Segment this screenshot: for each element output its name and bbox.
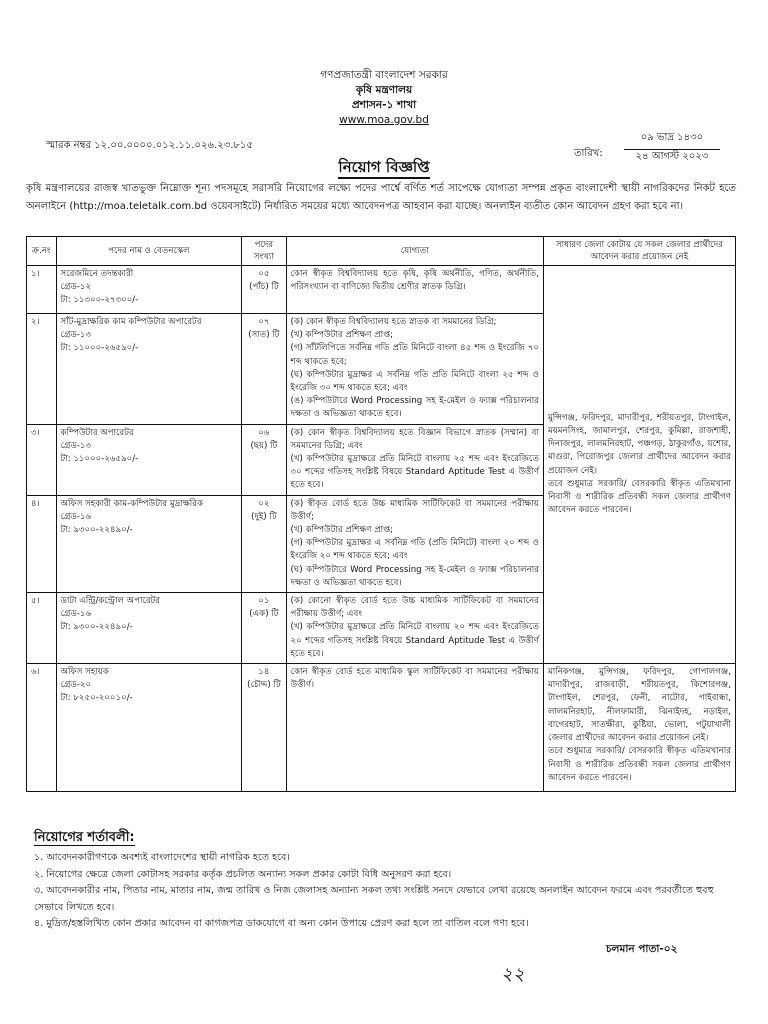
conditions-list [34,850,734,933]
website-link[interactable]: www.moa.gov.bd [339,114,429,126]
date-bangla: ০৯ ভাদ্র ১৪৩০ [624,130,720,150]
header-quota: সাধারণ জেলা কোটায় যে সকল জেলার প্রার্থীদের আবেদন করার প্রয়োজন নেই [543,237,735,266]
table-row [27,266,736,314]
row-count: ০১ (এক) টি [242,593,286,664]
quota-text-2: মানিকগঞ্জ, মুন্সিগঞ্জ, ফরিদপুর, গোপালগঞ্জ, মাদারীপুর, রাজবাড়ী, শরীয়তপুর, কিশোরগঞ্জ, টাংগাইল, শেরপুর, ফেনী, নাটোর, গাইবান্ধা, লালমনিরহাট, নীলফামারী, ঝিনাইদহ, নড়াইল, বাগেরহাট, সাতক্ষীরা, কুষ্টিয়া, ভোলা, পটুয়াখালী জেলার প্রার্থীদের আবেদন করার প্রয়োজন নেই। তবে শুধুমাত্র সরকারি/ বেসরকারি স্বীকৃত এতিমখানার নিবাসী ও শারীরিক প্রতিবন্ধী সকল জেলার প্রার্থীগণ আবেদন করতে পারবেন। [547,667,731,783]
conditions-title: নিয়োগের শর্তাবলী: [34,830,135,845]
row-qualification: (ক) কোন স্বীকৃত বিশ্ববিদ্যালয় হতে বিজ্ঞান বিভাগে স্নাতক (সম্মান) বা সমমানের ডিগ্রি; এবং (খ) কম্পিউটার মুদ্রাক্ষরে প্রতি মিনিটে বাংলায় ২৫ শব্দ এবং ইংরেজিতে ৩০ শব্দের গতিসহ সংশ্লিষ্ট বিষয়ে Standard Aptitude Test এ উত্তীর্ণ হতে হবে। [286,424,543,495]
condition-item: ৪. মুদ্রিত/হস্তলিখিত কোন প্রকার আবেদন বা কাগজপত্র ডাকযোগে বা অন্য কোন উপায়ে প্রেরণ করা হলে তা বাতিল বলে গণ্য হবে। [34,918,529,929]
section-name: প্রশাসন-১ শাখা [351,99,417,111]
vacancy-table [26,236,736,792]
row-qualification: (ক) স্বীকৃত বোর্ড হতে উচ্চ মাধ্যমিক সার্টিফিকেট বা সমমানের পরীক্ষায় উত্তীর্ণ; (খ) কম্পিউটার প্রশিক্ষণ প্রাপ্ত; (গ) কম্পিউটার মুদ্রাক্ষর এ সর্বনিম্ন গতি (প্রতি মিনিটে) বাংলা ২০ শব্দ ও ইংরেজি ২০ শব্দ থাকতে হবে; এবং (ঘ) কম্পিউটারে Word Processing সহ ই-মেইল ও ফ্যাক্স পরিচালনার দক্ষতা ও অভিজ্ঞতা থাকতে হবে। [286,495,543,592]
row-serial: ৬। [27,664,57,792]
memo-number: স্মারক নম্বর ১২.০০.০০০০.০১২.১১.০২৬.২৩.৮১৫ [46,140,253,151]
row-count: ০২ (দুই) টি [242,495,286,592]
row-qualification: কোন স্বীকৃত বোর্ড হতে মাধ্যমিক স্কুল সার্টিফিকেট বা সমমানের পরীক্ষায় উত্তীর্ণ। [286,664,543,792]
header-count: পদের সংখ্যা [242,237,286,266]
condition-item: ৩. আবেদনকারীর নাম, পিতার নাম, মাতার নাম, জন্ম তারিখ ও নিজ জেলাসহ অন্যান্য সকল তথ্য সংশ্লিষ্ট সনদে যেভাবে লেখা রয়েছে অনলাইন আবেদন ফরমে এবং পরবর্তীতে হুবহু সেভাবে লিখতে হবে। [34,885,714,913]
row-qualification: (ক) কোনো স্বীকৃত বোর্ড হতে উচ্চ মাধ্যমিক সার্টিফিকেট বা সমমানের পরীক্ষায় উত্তীর্ণ; এবং (খ) কম্পিউটার মুদ্রাক্ষরে প্রতি মিনিটে বাংলায় ২০ শব্দ এবং ইংরেজিতে ২০ শব্দের গতিসহ সংশ্লিষ্ট বিষয়ে Standard Aptitude Test এ উত্তীর্ণ হতে হবে। [286,593,543,664]
row-count: ০৭ (সাত) টি [242,314,286,425]
quota-districts-group-1 [543,266,735,664]
quota-districts-group-2 [543,664,735,792]
ministry-name: কৃষি মন্ত্রণালয় [355,84,413,96]
row-serial: ১। [27,266,57,314]
header-post: পদের নাম ও বেতনস্কেল [56,237,242,266]
intro-paragraph: কৃষি মন্ত্রণালয়ের রাজস্ব খাতভুক্ত নিম্নোক্ত শূন্য পদসমূহে সরাসরি নিয়োগের লক্ষ্যে পদের পার্শ্বে বর্ণিত শর্ত সাপেক্ষে যোগ্যতা সম্পন্ন প্রকৃত বাংলাদেশী স্থায়ী নাগরিকদের নিকট হতে অনলাইনে (http://moa.teletalk.com.bd ওয়েবসাইটে) নির্ধারিত সময়ের মধ্যে আবেদনপত্র আহবান করা যাচ্ছে। অনলাইন ব্যতীত কোন আবেদন গ্রহণ করা হবে না। [26,183,736,212]
row-serial: ৫। [27,593,57,664]
table-header-row [27,237,736,266]
row-post: সাঁট-মুদ্রাক্ষরিক কাম কম্পিউটার অপারেটর গ্রেড-১৩ টা: ১১০০০-২৬৫৯০/- [56,314,242,425]
row-count: ০৫ (পাঁচ) টি [242,266,286,314]
condition-item: ১. আবেদনকারীগণকে অবশ্যই বাংলাদেশের স্থায়ী নাগরিক হতে হবে। [34,852,290,863]
date-english: ২৪ আগস্ট ২০২৩ [635,151,709,162]
continued-page-label: চলমান পাতা-০২ [606,943,678,955]
row-qualification: (ক) কোন স্বীকৃত বিশ্ববিদ্যালয় হতে স্নাতক বা সমমানের ডিগ্রি; (খ) কম্পিউটার প্রশিক্ষণ প্রাপ্ত; (গ) সাঁটলিপিতে সর্বনিম্ন গতি প্রতি মিনিটে বাংলা ৪৫ শব্দ ও ইংরেজি ৭০ শব্দ থাকতে হবে; (ঘ) কম্পিউটার মুদ্রাক্ষর এ সর্বনিম্ন গতি প্রতি মিনিটে বাংলা ২৫ শব্দ ও ইংরেজি ৩০ শব্দ থাকতে হবে; এবং (ঙ) কম্পিউটারে Word Processing সহ ই-মেইল ও ফ্যাক্স পরিচালনার দক্ষতা ও অভিজ্ঞতা থাকতে হবে। [286,314,543,425]
row-count: ০৬ (ছয়) টি [242,424,286,495]
handwritten-page-mark: ২২ [501,964,525,985]
condition-item: ২. নিয়োগের ক্ষেত্রে জেলা কোটাসহ সরকার কর্তৃক প্রচলিত অন্যান্য সকল প্রকার কোটা বিধি অনুসরণ করা হবে। [34,868,452,880]
row-post: ডাটা এন্ট্রি/কন্ট্রোল অপারেটর গ্রেড-১৬ টা: ৯৩০০-২২৪৯০/- [56,593,242,664]
row-qualification: কোন স্বীকৃত বিশ্ববিদ্যালয় হতে কৃষি, কৃষি অর্থনীতি, গণিত, অর্থনীতি, পরিসংখ্যান বা বাণিজ্যে দ্বিতীয় শ্রেণীর স্নাতক ডিগ্রি। [286,266,543,314]
page-title: নিয়োগ বিজ্ঞপ্তি [338,158,429,179]
row-serial: ৩। [27,424,57,495]
header-qualification: যোগ্যতা [286,237,543,266]
row-post: অফিস সহায়ক গ্রেড-২০ টা: ৮২৫০-২০০১০/- [56,664,242,792]
table-row [27,664,736,792]
row-serial: ৪। [27,495,57,592]
date-label: তারিখ: [574,148,603,159]
row-count: ১৪ (চৌদ্দ) টি [242,664,286,792]
quota-text-1: মুন্সিগঞ্জ, ফরিদপুর, মাদারীপুর, শরীয়তপুর, টাংগাইল, ময়মনসিংহ, জামালপুর, শেরপুর, কুমিল্লা, রাজশাহী, দিনাজপুর, লালমনিরহাট, পঞ্চগড়, ঠাকুরগাঁও, যশোর, মাগুরা, পিরোজপুর জেলার প্রার্থীদের আবেদন করার প্রয়োজন নেই। তবে শুধুমাত্র সরকারি/ বেসরকারি স্বীকৃত এতিমখানা নিবাসী ও শারীরিক প্রতিবন্ধী সকল জেলার প্রার্থীগণ আবেদন করতে পারবেন। [547,412,731,516]
header-serial: ক্র.নং [27,237,57,266]
row-post: অফিস সহকারী কাম-কম্পিউটার মুদ্রাক্ষরিক গ্রেড-১৬ টা: ৯৩০০-২২৪৯০/- [56,495,242,592]
govt-name: গণপ্রজাতন্ত্রী বাংলাদেশ সরকার [320,69,448,81]
row-post: কম্পিউটার অপারেটর গ্রেড-১৩ টা: ১১০০০-২৬৫৯০/- [56,424,242,495]
row-post: সরেজমিনে তদন্তকারী গ্রেড-১২ টা: ১১৩০০-২৭৩০০/- [56,266,242,314]
row-serial: ২। [27,314,57,425]
